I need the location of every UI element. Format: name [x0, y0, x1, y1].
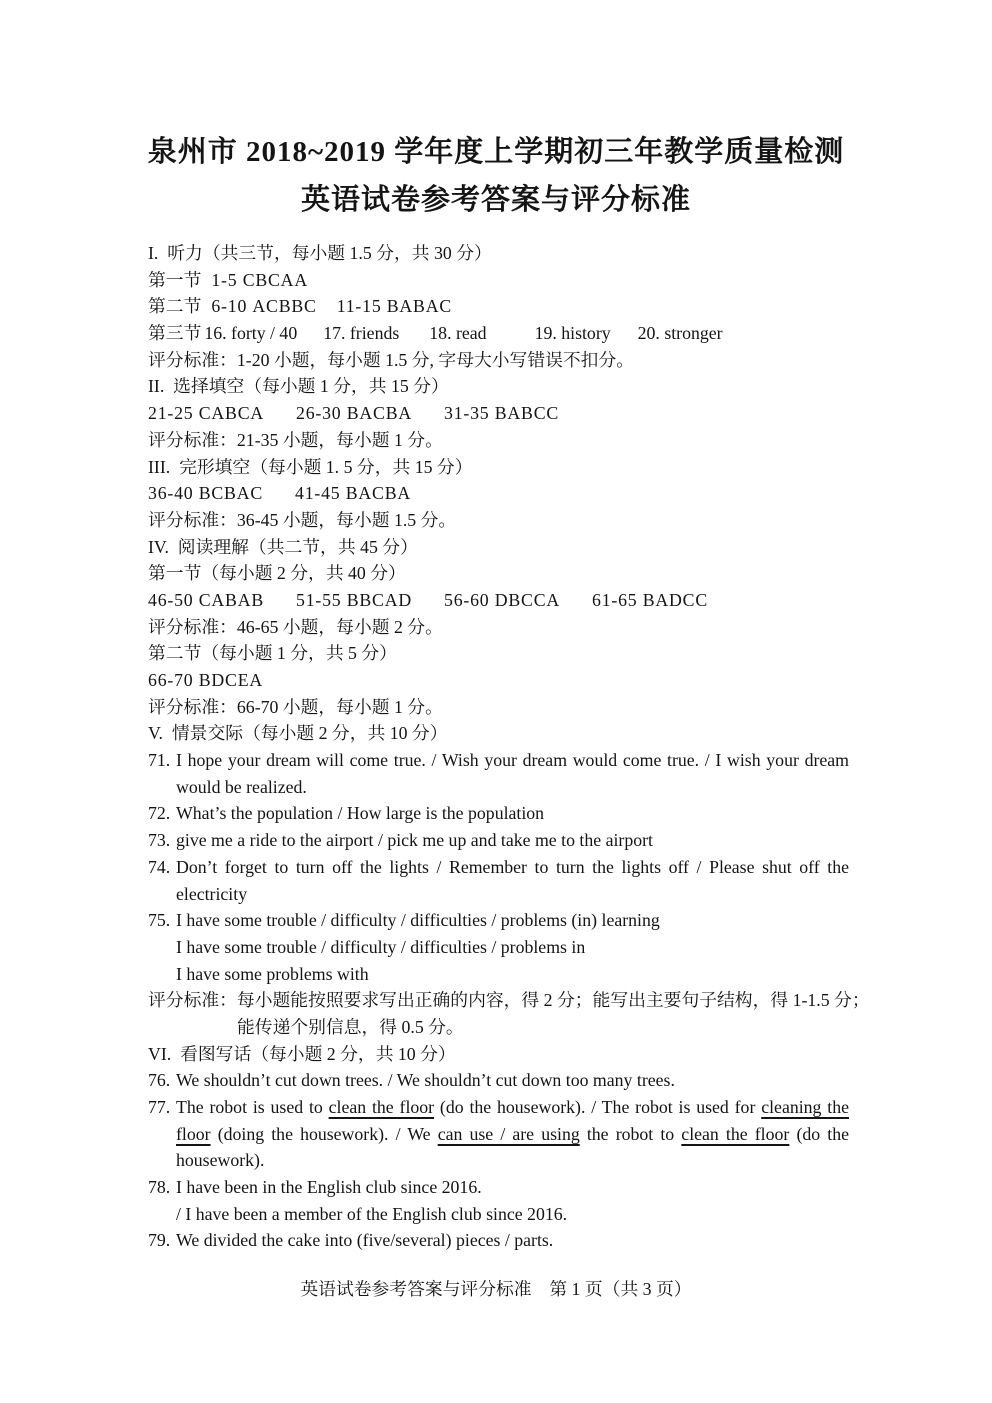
- title-line-2: 英语试卷参考答案与评分标准: [300, 184, 691, 216]
- item-79-text: We divided the cake into (five/several) pieces / parts.: [176, 1230, 554, 1251]
- item-72-number: 72.: [148, 803, 171, 824]
- item-79-number: 79.: [148, 1230, 171, 1251]
- item-71-text: I hope your dream will come true. / Wish your dream would come true. / I wish your dream: [176, 750, 849, 771]
- item-71-line-1: [148, 747, 849, 774]
- part3-label: 第三节: [148, 323, 202, 344]
- item-77-text-4: the robot to: [579, 1123, 682, 1144]
- reading-part1-label: 第一节（每小题 2 分，共 40 分）: [148, 563, 406, 584]
- item-74-line-2: electricity: [176, 883, 248, 904]
- reading-part2-scoring: 评分标准：66-70 小题，每小题 1 分。: [148, 696, 443, 717]
- part1-label: 第一节: [148, 269, 202, 290]
- item-77-text-3: (doing the housework). / We: [210, 1123, 438, 1144]
- item-76-number: 76.: [148, 1070, 171, 1091]
- item-71-number: 71.: [148, 750, 171, 771]
- listening-part2-row: [148, 293, 849, 320]
- answer-16: 16. forty / 40: [204, 323, 298, 344]
- document-title: [0, 128, 992, 224]
- part2-label: 第二节: [148, 296, 202, 317]
- item-74-number: 74.: [148, 856, 171, 877]
- picture-writing-heading: VI. 看图写话（每小题 2 分，共 10 分）: [148, 1043, 456, 1064]
- item-73-number: 73.: [148, 830, 171, 851]
- item-77-text-5: (do the: [789, 1123, 849, 1144]
- item-77-line-1: [148, 1094, 849, 1121]
- item-77-line-3: housework).: [176, 1150, 265, 1171]
- item-78-line-2: / I have been a member of the English club since 2016.: [176, 1203, 568, 1224]
- answers-46-50: 46-50 CABAB: [148, 589, 264, 610]
- page-footer: 英语试卷参考答案与评分标准 第 1 页（共 3 页）: [300, 1279, 692, 1299]
- item-75-text: I have some trouble / difficulty / difficulties / problems (in) learning: [176, 910, 660, 931]
- item-77-underlined-phrase-2: cleaning the: [761, 1097, 850, 1117]
- item-79-line-1: [148, 1227, 849, 1254]
- item-77-underlined-phrase-5: clean the floor: [681, 1123, 790, 1144]
- answers-1-5: 1-5 CBCAA: [211, 269, 308, 290]
- answers-6-10: 6-10 ACBBC: [211, 296, 317, 317]
- item-77-line-2: [148, 1121, 849, 1148]
- item-76-line-1: [148, 1067, 849, 1094]
- item-75-line-3: I have some problems with: [176, 963, 369, 984]
- answers-51-55: 51-55 BBCAD: [296, 589, 412, 610]
- situational-scoring-line-2: 能传递个别信息，得 0.5 分。: [237, 1016, 464, 1037]
- answers-11-15: 11-15 BABAC: [336, 296, 453, 317]
- situational-scoring-line-1: 评分标准：每小题能按照要求写出正确的内容，得 2 分；能写出主要句子结构，得 1-1.5 分；: [148, 990, 870, 1011]
- item-75-line-1: [148, 907, 849, 934]
- item-72-line-1: [148, 800, 849, 827]
- item-77-underlined-phrase-1: clean the floor: [328, 1097, 435, 1117]
- blank-filling-scoring: 评分标准：21-35 小题，每小题 1 分。: [148, 429, 443, 450]
- item-76-text: We shouldn’t cut down trees. / We shouldn’t cut down too many trees.: [176, 1070, 675, 1091]
- item-77-underlined-phrase-4: can use / are using: [437, 1123, 580, 1144]
- blank-filling-answers-row: [148, 400, 849, 427]
- reading-part2-label: 第二节（每小题 1 分，共 5 分）: [148, 643, 397, 664]
- answers-36-40: 36-40 BCBAC: [148, 483, 264, 504]
- listening-part3-row: [148, 320, 849, 347]
- reading-heading: IV. 阅读理解（共二节，共 45 分）: [148, 536, 418, 557]
- answers-26-30: 26-30 BACBA: [296, 403, 412, 424]
- answer-20: 20. stronger: [637, 323, 723, 344]
- item-73-text: give me a ride to the airport / pick me up and take me to the airport: [176, 830, 653, 851]
- item-78-number: 78.: [148, 1177, 171, 1198]
- answers-31-35: 31-35 BABCC: [444, 403, 560, 424]
- listening-scoring: 评分标准：1-20 小题，每小题 1.5 分, 字母大小写错误不扣分。: [148, 349, 635, 370]
- cloze-scoring: 评分标准：36-45 小题，每小题 1.5 分。: [148, 509, 457, 530]
- answer-19: 19. history: [534, 323, 611, 344]
- item-75-line-2: I have some trouble / difficulty / difficulties / problems in: [176, 936, 586, 957]
- answers-21-25: 21-25 CABCA: [148, 403, 264, 424]
- answers-56-60: 56-60 DBCCA: [444, 589, 560, 610]
- reading-part1-scoring: 评分标准：46-65 小题，每小题 2 分。: [148, 616, 443, 637]
- item-77-number: 77.: [148, 1097, 171, 1117]
- blank-filling-heading: II. 选择填空（每小题 1 分，共 15 分）: [148, 376, 449, 397]
- answer-18: 18. read: [429, 323, 487, 344]
- answers-41-45: 41-45 BACBA: [295, 483, 412, 504]
- item-78-text: I have been in the English club since 2016.: [176, 1177, 482, 1198]
- listening-part1-row: [148, 267, 849, 294]
- document-body: [148, 240, 870, 1254]
- item-77-underlined-phrase-3: floor: [176, 1123, 211, 1144]
- answers-61-65: 61-65 BADCC: [592, 589, 708, 610]
- item-74-text: Don’t forget to turn off the lights / Remember to turn the lights off / Please shut off the: [176, 856, 849, 877]
- item-73-line-1: [148, 827, 849, 854]
- item-75-number: 75.: [148, 910, 171, 931]
- item-78-line-1: [148, 1174, 849, 1201]
- item-77-text-1: The robot is used to: [176, 1097, 329, 1117]
- cloze-answers-row: [148, 480, 849, 507]
- item-77-text-2: (do the housework). / The robot is used for: [434, 1097, 762, 1117]
- item-74-line-1: [148, 854, 849, 881]
- reading-part1-answers-row: [148, 587, 849, 614]
- answers-66-70: 66-70 BDCEA: [148, 670, 263, 690]
- title-line-1: 泉州市 2018~2019 学年度上学期初三年教学质量检测: [147, 136, 845, 168]
- item-71-line-2: would be realized.: [176, 776, 307, 797]
- cloze-heading: III. 完形填空（每小题 1. 5 分，共 15 分）: [148, 456, 473, 477]
- item-72-text: What’s the population / How large is the population: [176, 803, 545, 824]
- answer-17: 17. friends: [323, 323, 400, 344]
- situational-heading: V. 情景交际（每小题 2 分，共 10 分）: [148, 723, 448, 744]
- listening-heading: I. 听力（共三节，每小题 1.5 分，共 30 分）: [148, 243, 492, 263]
- reading-part2-answers-row: [148, 667, 849, 694]
